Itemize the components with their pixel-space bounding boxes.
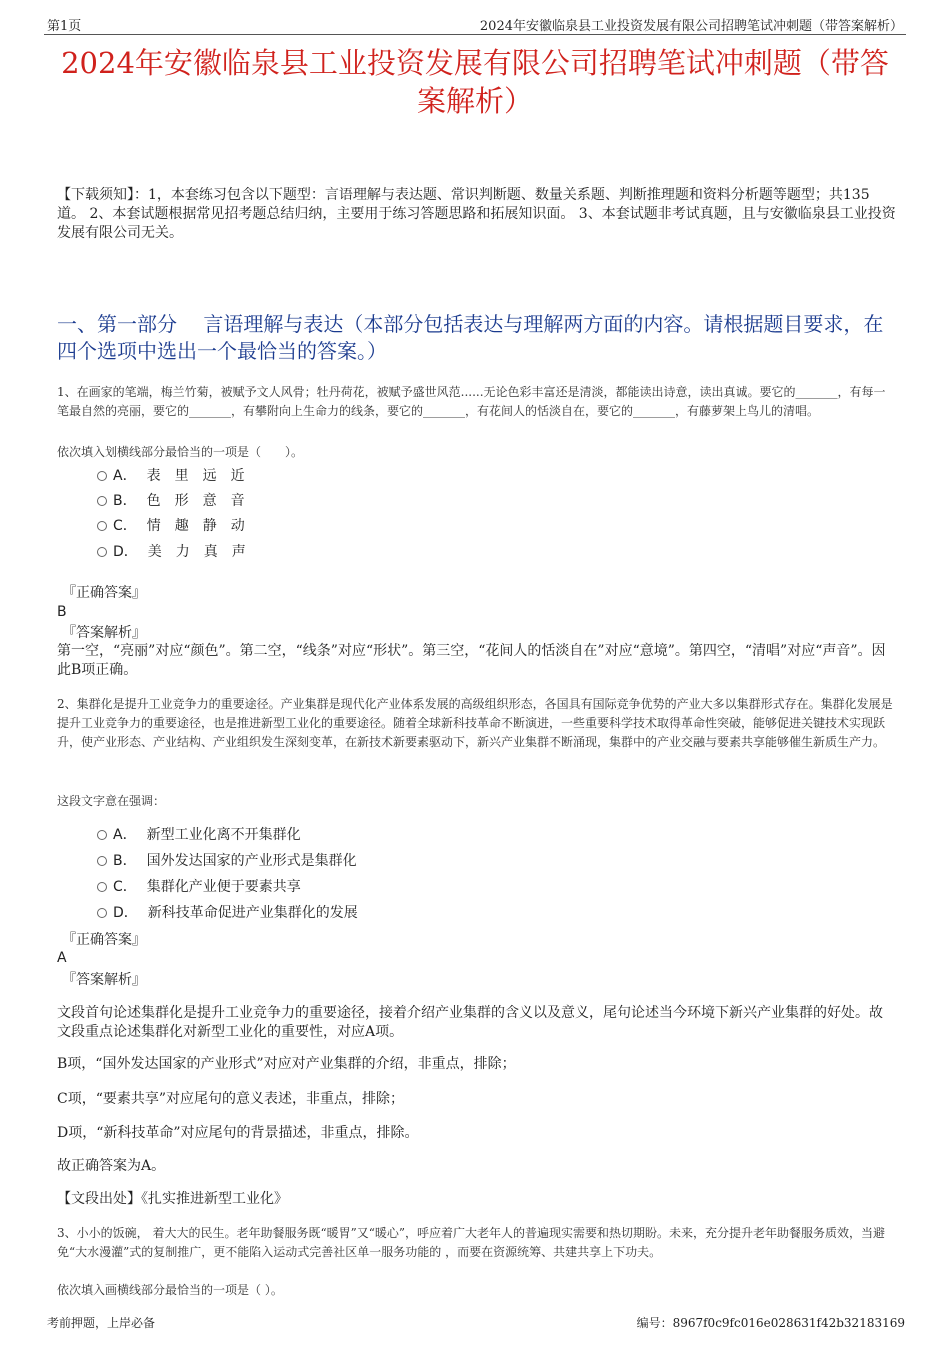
header-title: 2024年安徽临泉县工业投资发展有限公司招聘笔试冲刺题（带答案解析） (479, 19, 903, 34)
q2-explanation-5: 故正确答案为A。 (57, 1158, 166, 1174)
radio-icon[interactable] (97, 521, 107, 531)
q2-explanation-3: C项，“要素共享”对应尾句的意义表述，非重点，排除； (57, 1091, 405, 1107)
q1-answer-label: 『正确答案』 (62, 585, 146, 601)
q1-answer: B (57, 604, 67, 620)
q1-option-d[interactable]: D． 美 力 真 声 (97, 543, 246, 561)
q2-option-c[interactable]: C． 集群化产业便于要素共享 (97, 878, 301, 896)
q2-explain-label: 『答案解析』 (62, 972, 146, 988)
section-heading: 一、第一部分 言语理解与表达（本部分包括表达与理解两方面的内容。请根据题目要求，在四个选项中选出一个最恰当的答案。） (57, 312, 884, 363)
q1-explain-label: 『答案解析』 (62, 625, 146, 641)
q2-explanation-1: 文段首句论述集群化是提升工业竞争力的重要途径，接着介绍产业集群的含义以及意义，尾句论述当今环境下新兴产业集群的好处。故文段重点论述集群化对新型工业化的重要性，对应A项。 (57, 1005, 883, 1040)
question-2-text: 2、集群化是提升工业竞争力的重要途径。产业集群是现代化产业体系发展的高级组织形态，各国具有国际竞争优势的产业大多以集群形式存在。集群化发展是提升工业竞争力的重要途径，也是推进新型工业化的重要途径。随着全球新科技革命不断演进，一些重要科学技术取得革命性突破，能够促进关键技术实现跃升，使产业形态、产业结构、产业组织发生深刻变革，在新技术新要素驱动下，新兴产业集群不断涌现，集群中的产业交融与要素共享能够催生新质生产力。 (57, 697, 893, 749)
q1-option-b[interactable]: B． 色 形 意 音 (97, 492, 245, 510)
radio-icon[interactable] (97, 856, 107, 866)
q1-option-a[interactable]: A． 表 里 远 近 (97, 467, 245, 485)
question-1-stem: 依次填入划横线部分最恰当的一项是（ ）。 (57, 445, 304, 459)
q2-answer: A (57, 950, 67, 966)
download-notice: 【下载须知】：1，本套练习包含以下题型：言语理解与表达题、常识判断题、数量关系题、判断推理题和资料分析题等题型；共135道。 2、本套试题根据常见招考题总结归纳，主要用于练习答题思路和拓展知识面。 3、本套试题非考试真题，且与安徽临泉县工业投资发展有限公司无关。 (57, 187, 896, 241)
question-1-text: 1、在画家的笔端，梅兰竹菊，被赋予文人风骨；牡丹荷花，被赋予盛世风范......无论色彩丰富还是清淡，都能读出诗意，读出真诚。要它的_______，有每一笔最自然的亮丽，要它的_______，有攀附向上生命力的线条，要它的_______，有花间人的恬淡自在，要它的_______，有藤萝架上鸟儿的清唱。 (57, 385, 886, 418)
radio-icon[interactable] (97, 830, 107, 840)
q2-explanation-4: D项，“新科技革命”对应尾句的背景描述，非重点，排除。 (57, 1125, 419, 1141)
q2-source: 【文段出处】《扎实推进新型工业化》 (57, 1191, 288, 1207)
radio-icon[interactable] (97, 471, 107, 481)
footer-slogan: 考前押题，上岸必备 (47, 1316, 156, 1330)
radio-icon[interactable] (97, 547, 107, 557)
footer-serial: 编号：8967f0c9fc016e028631f42b32183169 (636, 1316, 905, 1330)
question-3-text: 3、小小的饭碗， 着大大的民生。老年助餐服务既“暖胃”又“暖心”，呼应着广大老年人的普遍现实需要和热切期盼。未来，充分提升老年助餐服务质效，当避免“大水漫灌”式的复制推广，更不能陷入运动式完善社区单一服务功能的 ，而要在资源统筹、共建共享上下功夫。 (57, 1226, 885, 1259)
question-3-stem: 依次填入画横线部分最恰当的一项是（ ）。 (57, 1283, 283, 1297)
q1-explanation: 第一空，“亮丽”对应“颜色”。第二空，“线条”对应“形状”。第三空，“花间人的恬淡自在”对应“意境”。第四空，“清唱”对应“声音”。因此B项正确。 (57, 643, 886, 678)
q2-option-b[interactable]: B． 国外发达国家的产业形式是集群化 (97, 852, 357, 870)
radio-icon[interactable] (97, 882, 107, 892)
question-2-stem: 这段文字意在强调： (57, 794, 166, 808)
q2-option-a[interactable]: A． 新型工业化离不开集群化 (97, 826, 301, 844)
q2-explanation-2: B项，“国外发达国家的产业形式”对应对产业集群的介绍，非重点，排除； (57, 1056, 516, 1072)
q2-option-d[interactable]: D． 新科技革命促进产业集群化的发展 (97, 904, 358, 922)
header-divider (44, 34, 906, 35)
page-number: 第1页 (47, 19, 82, 34)
radio-icon[interactable] (97, 496, 107, 506)
q1-option-c[interactable]: C． 情 趣 静 动 (97, 517, 245, 535)
radio-icon[interactable] (97, 908, 107, 918)
q2-answer-label: 『正确答案』 (62, 932, 146, 948)
document-title: 2024年安徽临泉县工业投资发展有限公司招聘笔试冲刺题（带答案解析） (61, 46, 889, 118)
